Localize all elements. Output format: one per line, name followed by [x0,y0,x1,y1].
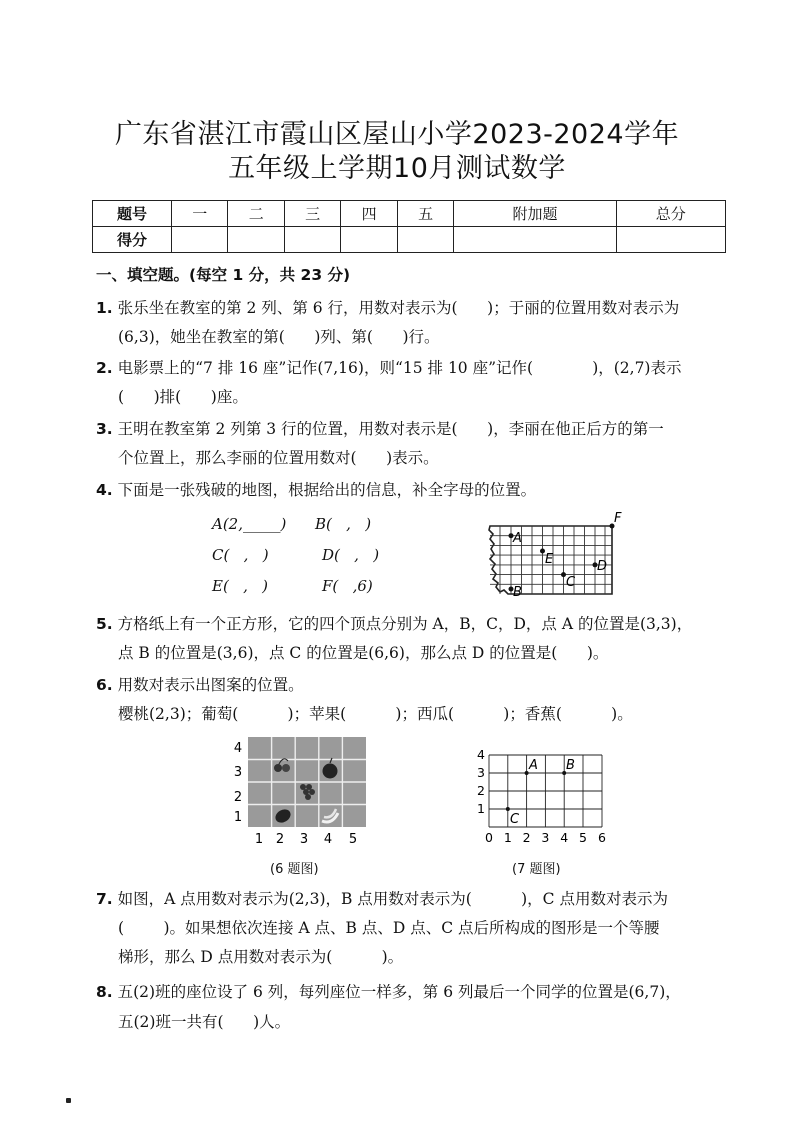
fruit-grid-y-label: 1 [233,810,243,825]
grid-x-label: 3 [541,830,550,845]
score-row-header: 得分 [93,227,172,253]
question-8 [96,982,681,1002]
question-text: 点 B 的位置是(3,6)，点 C 的位置是(6,6)，那么点 D 的位置是( )。 [118,644,609,662]
question-text: 张乐坐在教室的第 2 列、第 6 行，用数对表示为( )；于丽的位置用数对表示为 [117,299,680,317]
question-text: 五(2)班一共有( )人。 [118,1013,291,1031]
score-cell: 二 [228,201,284,227]
figure-caption: (6 题图) [270,862,319,877]
score-cell: 题号 [93,201,172,227]
fruit-grid-figure [228,735,373,847]
question-5 [96,614,692,634]
question-4 [96,480,536,500]
question-number: 6. [96,676,113,694]
fruit-grid-x-label: 4 [323,832,333,847]
grid-x-label: 4 [560,830,569,845]
score-cell: 五 [397,201,453,227]
score-blank [284,227,340,253]
map-label-A: A [513,531,522,546]
fruit-grid-x-label: 2 [275,832,285,847]
fruit-grid-y-label: 4 [233,741,243,756]
blank-E: E( , ) [212,577,269,595]
question-text: 方格纸上有一个正方形，它的四个顶点分别为 A，B，C，D，点 A 的位置是(3,3)， [117,615,693,633]
blank-C: C( , ) [212,546,269,564]
question-text: ( )排( )座。 [118,388,248,406]
score-cell: 附加题 [454,201,616,227]
score-table [92,200,726,253]
page-mark [66,1098,71,1103]
grid-point-A [525,771,529,775]
question-text: 五(2)班的座位设了 6 列，每列座位一样多，第 6 列最后一个同学的位置是(6,7)， [117,983,681,1001]
grid-y-label: 2 [477,783,485,798]
question-2 [96,358,681,378]
grid-y-label: 4 [477,747,485,762]
question-number: 4. [96,481,113,499]
question-number: 2. [96,359,113,377]
grid-x-label: 1 [503,830,512,845]
grid-x-label: 0 [485,830,493,845]
question-3 [96,419,664,439]
figure-caption: (7 题图) [512,862,561,877]
grid-x-label: 2 [522,830,531,845]
grid-label-C: C [510,812,520,827]
grid-point-C [506,807,510,811]
score-cell: 四 [341,201,397,227]
question-text: 梯形，那么 D 点用数对表示为( )。 [118,948,404,966]
score-blank [616,227,725,253]
score-table-header-row [93,201,726,227]
score-blank [454,227,616,253]
blank-B: B( , ) [315,515,372,533]
page-subtitle: 五年级上学期10月测试数学 [228,153,566,184]
blank-A: A(2,_____) [212,515,287,533]
question-number: 7. [96,890,113,908]
question-text: (6,3)，她坐在教室的第( )列、第( )行。 [118,328,440,346]
question-text: 王明在教室第 2 列第 3 行的位置，用数对表示是( )，李丽在他正后方的第一 [117,420,664,438]
map-label-E: E [545,552,554,567]
blank-F: F( ,6) [322,577,373,595]
question-number: 5. [96,615,113,633]
grid-label-A: A [529,758,538,773]
blank-D: D( , ) [322,546,380,564]
score-blank [172,227,228,253]
score-blank [228,227,284,253]
fruit-grid-x-label: 3 [299,832,309,847]
question-text: 下面是一张残破的地图，根据给出的信息，补全字母的位置。 [117,481,537,499]
fruit-grid-y-label: 2 [233,790,243,805]
map-label-B: B [513,585,522,600]
question-number: 8. [96,983,113,1001]
question-text: 用数对表示出图案的位置。 [117,676,304,694]
grid-label-B: B [566,758,575,773]
torn-map-figure [478,508,628,600]
score-blank [341,227,397,253]
question-1 [96,298,679,318]
page-title: 广东省湛江市霞山区屋山小学2023-2024学年 [114,119,680,150]
score-table-score-row [93,227,726,253]
fruit-grid-y-label: 3 [233,765,243,780]
question-6 [96,675,304,695]
score-cell: 三 [284,201,340,227]
map-label-D: D [597,559,608,574]
score-cell: 总分 [616,201,725,227]
map-label-C: C [566,575,576,590]
score-cell: 一 [172,201,228,227]
fruit-grid-x-label: 5 [348,832,358,847]
question-7 [96,889,668,909]
question-text: ( )。如果想依次连接 A 点、B 点、D 点、C 点后所构成的图形是一个等腰 [118,919,660,937]
question-text: 如图，A 点用数对表示为(2,3)，B 点用数对表示为( )，C 点用数对表示为 [117,890,668,908]
fruit-grid-x-label: 1 [254,832,264,847]
grid-x-label: 5 [579,830,587,845]
coordinate-grid-figure [474,747,614,847]
question-text: 樱桃(2,3)；葡萄( )；苹果( )；西瓜( )；香蕉( )。 [118,705,633,723]
grid-x-label: 6 [598,830,606,845]
map-label-F: F [614,511,622,526]
section-heading: 一、填空题。(每空 1 分，共 23 分) [96,266,351,284]
score-blank [397,227,453,253]
question-text: 个位置上，那么李丽的位置用数对( )表示。 [118,449,439,467]
question-text: 电影票上的“7 排 16 座”记作(7,16)，则“15 排 10 座”记作( )，(2,7)表示 [117,359,682,377]
grid-y-label: 3 [477,765,485,780]
question-number: 1. [96,299,113,317]
grid-y-label: 1 [477,801,485,816]
question-number: 3. [96,420,113,438]
